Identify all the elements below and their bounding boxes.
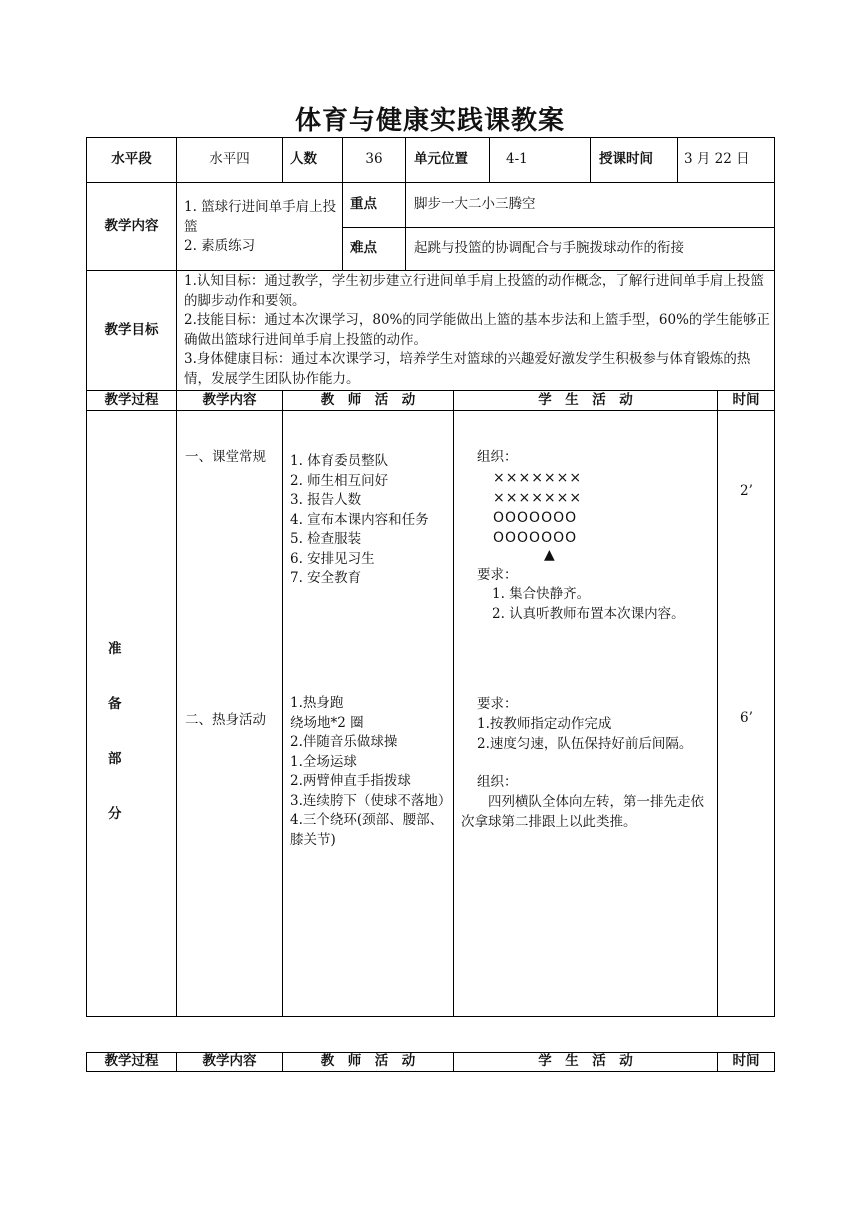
col-process: 教学过程 [104, 391, 159, 408]
part1-req-label: 要求： [477, 567, 518, 583]
col-teacher: 教 师 活 动 [320, 391, 416, 408]
col-time: 时间 [732, 391, 760, 408]
col-student-repeat: 学 生 活 动 [538, 1053, 633, 1070]
part1-teacher-activity: 1. 体育委员整队 2. 师生相互问好 3. 报告人数 4. 宣布本课内容和任务 5. 检查服装 6. 安排见习生 7. 安全教育 [290, 453, 429, 586]
part2-time: 6’ [740, 710, 753, 726]
difficulty-value: 起跳与投篮的协调配合与手腕拨球动作的衔接 [414, 240, 684, 257]
col-time-repeat: 时间 [732, 1053, 760, 1070]
unit-label: 单元位置 [414, 151, 468, 168]
part1-time: 2’ [740, 483, 753, 499]
content-label: 教学内容 [104, 217, 159, 234]
col-content-repeat: 教学内容 [202, 1053, 257, 1070]
col-teacher-repeat: 教 师 活 动 [320, 1053, 416, 1070]
count-value: 36 [365, 151, 383, 168]
section-char-1: 准 [108, 641, 122, 657]
key-point-value: 脚步一大二小三腾空 [414, 196, 536, 213]
key-point-label: 重点 [350, 196, 377, 213]
part2-content: 二、热身活动 [185, 712, 266, 728]
part2-teacher-activity: 1.热身跑 绕场地*2 圈 2.伴随音乐做球操 1.全场运球 2.两臂伸直手指拨球 3.连续胯下（使球不落地） 4.三个绕环(颈部、腰部、膝关节) [290, 695, 452, 848]
formation-row: OOOOOOO [493, 510, 578, 526]
formation [493, 468, 623, 548]
unit-value: 4-1 [506, 151, 528, 168]
level-label: 水平段 [111, 151, 152, 168]
formation-row: ××××××× [493, 490, 583, 506]
col-student: 学 生 活 动 [538, 391, 633, 408]
count-label: 人数 [290, 151, 317, 168]
part2-organization: 四列横队全体向左转，第一排先走依次拿球第二排跟上以此类推。 [461, 794, 704, 830]
part1-content: 一、课堂常规 [185, 449, 266, 465]
content-items: 1. 篮球行进间单手肩上投篮 2. 素质练习 [184, 199, 337, 254]
page-title: 体育与健康实践课教案 [294, 106, 565, 136]
part1-requirements: 1. 集合快静齐。 2. 认真听教师布置本次课内容。 [492, 586, 685, 622]
part2-req-label: 要求： [477, 696, 518, 712]
section-char-4: 分 [108, 806, 122, 822]
formation-row: ××××××× [493, 470, 583, 486]
section-char-3: 部 [108, 751, 122, 767]
part1-org-label: 组织： [477, 449, 518, 465]
col-process-repeat: 教学过程 [104, 1053, 159, 1070]
part2-org-label: 组织： [477, 774, 518, 790]
formation-row: OOOOOOO [493, 530, 578, 546]
time-value: 3 月 22 日 [684, 151, 750, 168]
level-value: 水平四 [209, 151, 250, 168]
difficulty-label: 难点 [350, 240, 377, 257]
col-content: 教学内容 [202, 391, 257, 408]
goals-text: 1.认知目标：通过教学，学生初步建立行进间单手肩上投篮的动作概念，了解行进间单手肩上投篮的脚步动作和要领。 2.技能目标：通过本次课学习，80%的同学能做出上篮的基本步法和上篮手型，60%的学生能够正确做出篮球行进间单手肩上投篮的动作。 3.身体健康目标：通过本次课学习，培养学生对篮球的兴趣爱好激发学生积极参与体育锻炼的热情，发展学生团队协作能力。 [184, 273, 770, 387]
part2-requirements: 1.按教师指定动作完成 2.速度匀速，队伍保持好前后间隔。 [477, 716, 693, 752]
time-label: 授课时间 [599, 151, 653, 168]
section-char-2: 备 [108, 696, 122, 712]
goals-label: 教学目标 [104, 321, 159, 338]
teacher-position-icon: ▲ [544, 547, 555, 563]
